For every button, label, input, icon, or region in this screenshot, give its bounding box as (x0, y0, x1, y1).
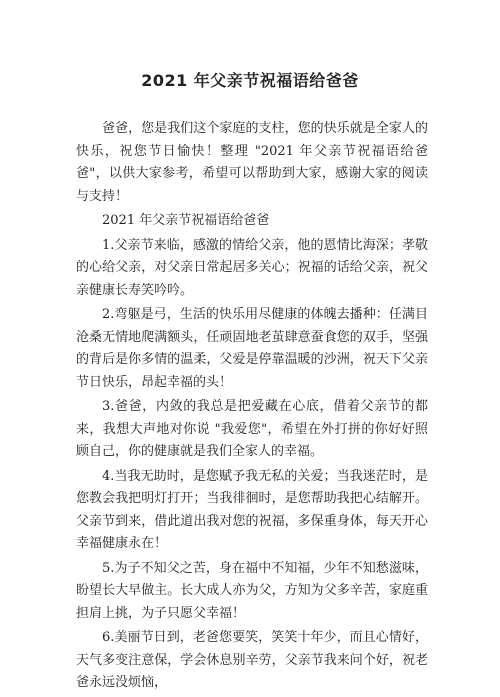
blessing-paragraph-1: 1.父亲节来临，感激的情给父亲，他的恩情比海深；孝敬的心给父亲，对父亲日常起居多关心；祝福的话给父亲，祝父亲健康长寿笑吟吟。 (76, 237, 428, 298)
intro-paragraph: 爸爸，您是我们这个家庭的支柱，您的快乐就是全家人的快乐，祝您节日愉快！整理 "2021 年父亲节祝福语给爸爸"，以供大家参考，希望可以帮助到大家，感谢大家的阅读与支持！ (76, 121, 428, 204)
blessing-paragraph-6: 6.美丽节日到，老爸您要笑，笑笑十年少，而且心情好，天气多变注意保，学会休息别辛劳，父亲节我来问个好，祝老爸永远没烦恼， (76, 630, 428, 690)
blessing-paragraph-4: 4.当我无助时，是您赋予我无私的关爱；当我迷茫时，是您教会我把明灯打开；当我徘徊时，是您帮助我把心结解开。父亲节到来，借此道出我对您的祝福，多保重身体，每天开心幸福健康永在！ (76, 468, 428, 551)
document-body (76, 118, 428, 697)
blessing-paragraph-2: 2.弯躯是弓，生活的快乐用尽健康的体魄去播种：任满目沧桑无情地爬满额头，任顽固地老茧肆意蚕食您的双手，坚强的背后是你多情的温柔，父爱是停靠温暖的沙洲，祝天下父亲节日快乐，昂起幸福的头！ (76, 307, 428, 390)
section-heading: 2021 年父亲节祝福语给爸爸 (102, 213, 270, 228)
document-title: 2021 年父亲节祝福语给爸爸 (141, 71, 359, 90)
blessing-paragraph-5: 5.为子不知父之苦，身在福中不知福，少年不知愁滋味，盼望长大早做主。长大成人亦为父，方知为父多辛苦，家庭重担肩上挑，为子只愿父幸福！ (76, 560, 428, 621)
blessing-paragraph-3: 3.爸爸，内敛的我总是把爱藏在心底，借着父亲节的都来，我想大声地对你说 "我爱您"，希望在外打拼的你好好照顾自己，你的健康就是我们全家人的幸福。 (76, 399, 428, 459)
